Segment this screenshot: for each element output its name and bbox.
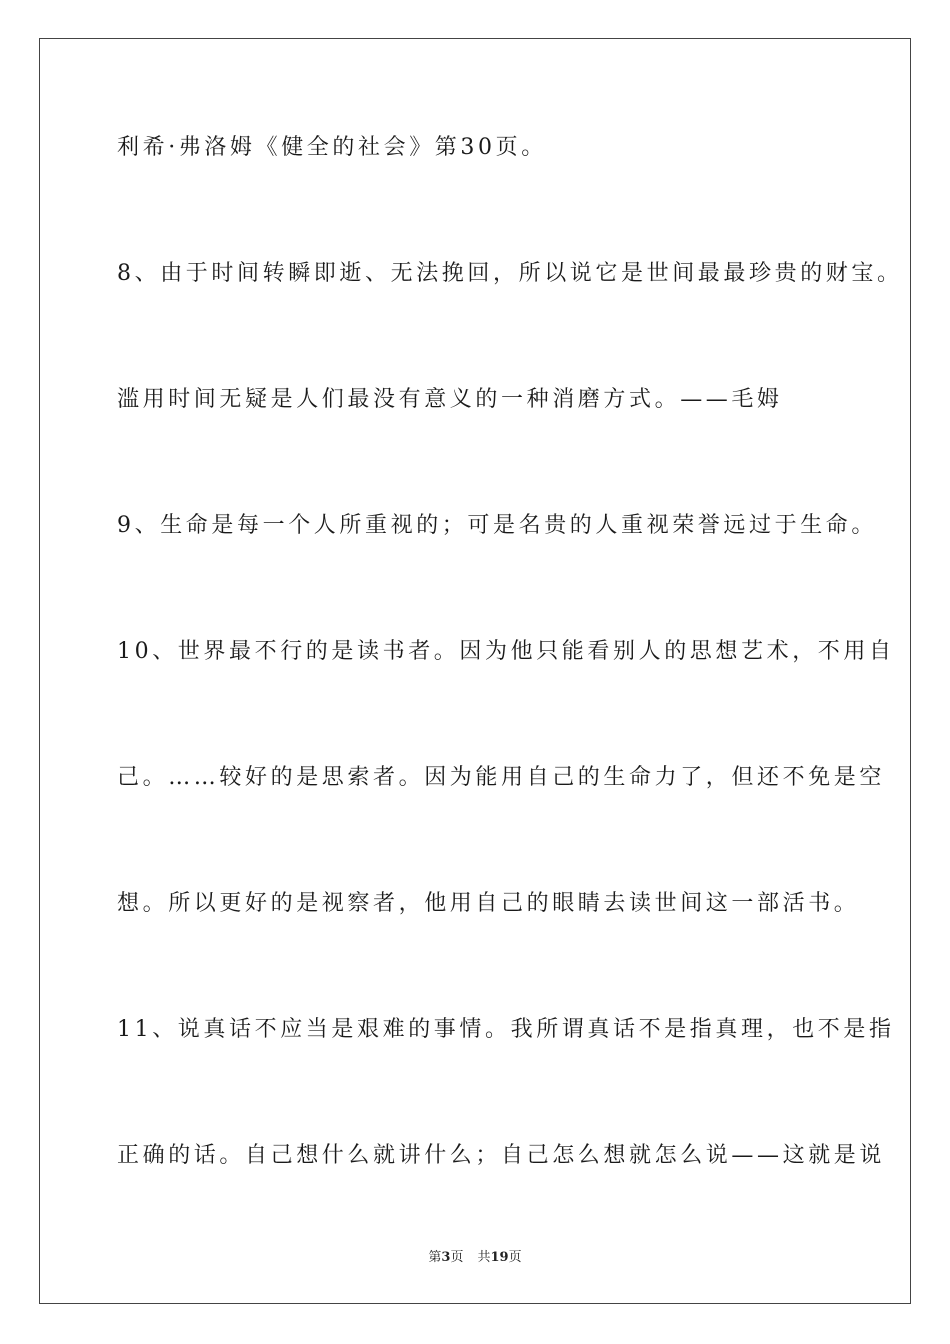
page-prefix: 第 [428,1250,442,1265]
text-line: 利希·弗洛姆《健全的社会》第30页。 [117,135,547,160]
text-line: 正确的话。自己想什么就讲什么；自己怎么想就怎么说——这就是说 [117,1143,886,1168]
text-line: 滥用时间无疑是人们最没有意义的一种消磨方式。——毛姆 [117,387,783,412]
document-body [117,126,903,1260]
text-line: 9、生命是每一个人所重视的；可是名贵的人重视荣誉远过于生命。 [117,513,877,538]
text-line: 己。……较好的是思索者。因为能用自己的生命力了，但还不免是空 [117,765,886,790]
text-line: 10、世界最不行的是读书者。因为他只能看别人的思想艺术，不用自 [117,639,895,664]
text-line: 11、说真话不应当是艰难的事情。我所谓真话不是指真理，也不是指 [117,1017,895,1042]
text-line: 8、由于时间转瞬即逝、无法挽回，所以说它是世间最最珍贵的财宝。 [117,261,903,286]
page-footer [0,1246,950,1265]
total-suffix: 页 [508,1250,522,1265]
page-number: 3 [441,1250,451,1265]
page-suffix: 页 [450,1250,464,1265]
total-prefix: 共 [477,1250,491,1265]
total-pages: 19 [490,1250,509,1265]
text-line: 想。所以更好的是视察者，他用自己的眼睛去读世间这一部活书。 [117,891,860,916]
